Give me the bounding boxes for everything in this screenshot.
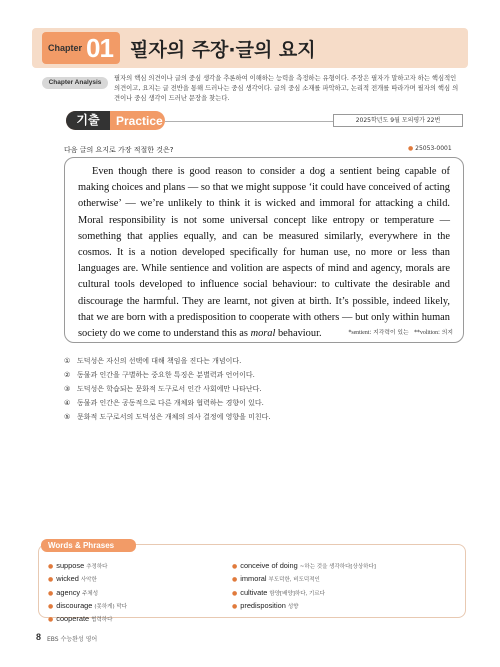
- bullet-icon: ●: [48, 589, 54, 597]
- chapter-analysis-text: 필자의 핵심 의견이나 글의 중심 생각을 추론하여 이해하는 능력을 측정하는 유형이다. 주장은 필자가 말하고자 하는 핵심적인 의견이고, 요지는 글 전반을 통해 드러나는 중심 생각이다. 글의 중심 소재를 파악하고, 논리적 전개를 따라가며 필자의 핵심 의견이나 중심 생각이 드러난 문장을 찾는다.: [114, 75, 459, 102]
- word-meaning: 주체성: [82, 590, 99, 597]
- option-text: 동물과 인간을 구별하는 중요한 특징은 분별력과 언어이다.: [77, 371, 255, 379]
- word-meaning: 추정하다: [86, 564, 108, 570]
- word-meaning: 부도덕한, 비도덕적인: [268, 577, 320, 584]
- bullet-icon: ●: [232, 563, 238, 570]
- passage-text: [78, 164, 450, 342]
- option-text: 도덕성은 학습되는 문화적 도구로서 인간 사회에만 나타난다.: [77, 385, 262, 393]
- passage-emphasis: moral: [250, 328, 276, 340]
- words-phrases-title: Words & Phrases: [41, 539, 136, 552]
- option-number: ①: [64, 357, 71, 365]
- book-title: EBS 수능완성 영어: [47, 636, 98, 643]
- divider-line: [165, 121, 333, 122]
- footnote-term-2: volition: [419, 330, 438, 336]
- word-item: [232, 600, 376, 613]
- exam-source: 2025학년도 9월 모의평가 22번: [333, 114, 463, 127]
- word-term: agency: [56, 587, 81, 597]
- practice-label-en: Practice: [116, 113, 163, 128]
- bullet-icon: ●: [48, 602, 54, 610]
- practice-label-ko: 기출: [66, 111, 110, 130]
- word-item: [48, 600, 127, 613]
- chapter-analysis-tag: Chapter Analysis: [42, 77, 108, 89]
- word-meaning: (못하게) 막다: [94, 603, 128, 610]
- word-term: conceive of doing: [240, 561, 298, 570]
- word-term: predisposition: [240, 600, 286, 610]
- word-term: cooperate: [56, 614, 90, 624]
- chapter-badge: [42, 32, 120, 64]
- question-id-bullet-icon: ●: [408, 145, 414, 152]
- word-term: discourage: [56, 600, 93, 610]
- word-meaning: 사악한: [80, 577, 97, 584]
- footnote-term-1: sentient: [351, 330, 370, 336]
- words-list-right: [232, 560, 376, 613]
- passage-text-end: behaviour.: [275, 328, 322, 340]
- practice-label: [66, 111, 165, 130]
- word-item: [48, 560, 127, 573]
- word-meaning: 협력하다: [91, 617, 113, 624]
- option-number: ⑤: [64, 413, 71, 421]
- chapter-title: 필자의 주장·글의 요지: [130, 39, 316, 61]
- footnote-meaning-1: 지각력이 있는: [373, 330, 409, 336]
- word-term: cultivate: [240, 587, 268, 597]
- words-list-left: [48, 560, 127, 626]
- footnote-meaning-2: 의지: [441, 330, 453, 336]
- question-id: [408, 145, 452, 152]
- question-id-text: 25053-0001: [415, 145, 452, 152]
- answer-option[interactable]: [64, 382, 464, 396]
- bullet-icon: ●: [232, 602, 238, 610]
- question-prompt: 다음 글의 요지로 가장 적절한 것은?: [64, 146, 174, 154]
- bullet-icon: ●: [48, 576, 54, 584]
- footnote: *sentient: 지각력이 있는 **volition: 의지: [348, 330, 453, 336]
- answer-option[interactable]: [64, 368, 464, 382]
- bullet-icon: ●: [48, 563, 54, 570]
- word-meaning: ~하는 것을 생각하다[상상하다]: [299, 564, 376, 570]
- option-text: 동물과 인간은 공동적으로 다른 개체와 협력하는 경향이 있다.: [77, 399, 264, 407]
- page-number: 8: [36, 632, 42, 642]
- word-item: [232, 587, 376, 600]
- word-item: [48, 573, 127, 586]
- bullet-icon: ●: [48, 616, 54, 624]
- option-number: ③: [64, 385, 71, 393]
- option-number: ②: [64, 371, 71, 379]
- word-item: [232, 560, 376, 573]
- answer-option[interactable]: [64, 410, 464, 424]
- chapter-word: Chapter: [48, 43, 83, 53]
- word-meaning: 성향: [287, 603, 299, 610]
- option-number: ④: [64, 399, 71, 407]
- bullet-icon: ●: [232, 576, 238, 584]
- passage-text-main: Even though there is good reason to consider a dog a sentient being capable of making choices and plans — so that we might suppose ‘it could have conceived of acting otherwise’ — we’re unlikely to think it is wicked and immoral for attacking a child. Moral responsibility is not some universal concept like entropy or temperature — something that applies equally, and can be measured similarly, everywhere in the cosmos. It is a notion developed specifically for human use, no more or less than languages are. While sentience and volition are aspects of mind and agency, morals are cultural tools developed to influence social behaviour: to cultivate the desirable and discourage the harmful. They are learnt, not given at birth. It’s possible, indeed likely, that we are born with a predisposition to cooperate with others — but only within human society do we come to understand this as: [78, 166, 450, 340]
- word-item: [48, 587, 127, 600]
- answer-option[interactable]: [64, 354, 464, 368]
- word-item: [232, 573, 376, 586]
- word-item: [48, 613, 127, 626]
- word-term: suppose: [56, 561, 85, 570]
- answer-options: [64, 354, 464, 424]
- bullet-icon: ●: [232, 589, 238, 597]
- option-text: 문화적 도구로서의 도덕성은 개체의 의사 결정에 영향을 미친다.: [77, 413, 271, 421]
- option-text: 도덕성은 자신의 선택에 대해 책임을 진다는 개념이다.: [77, 357, 242, 365]
- word-term: immoral: [240, 574, 267, 584]
- answer-option[interactable]: [64, 396, 464, 410]
- word-term: wicked: [56, 574, 79, 584]
- chapter-number: 01: [86, 32, 113, 63]
- word-meaning: 함양[배양]하다, 기르다: [269, 590, 325, 597]
